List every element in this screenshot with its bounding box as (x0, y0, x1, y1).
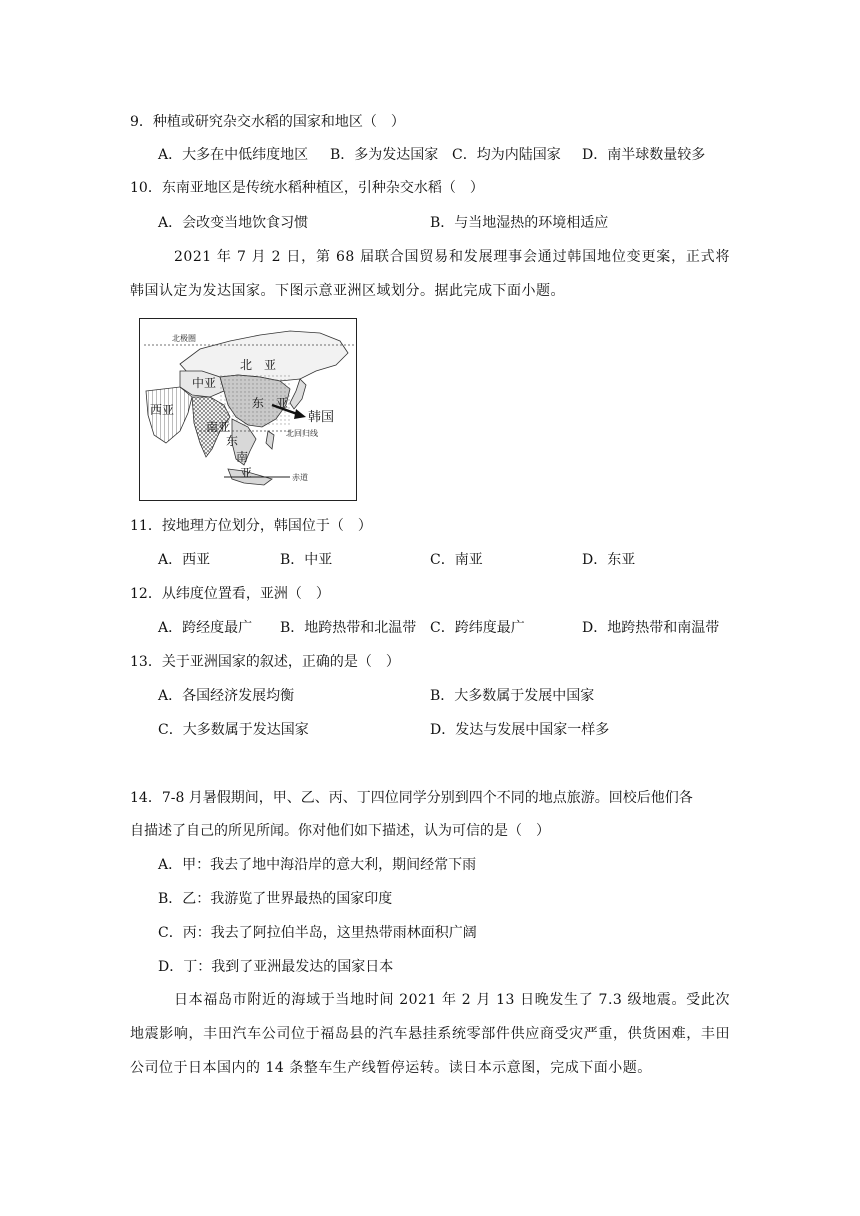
japan-island (290, 379, 306, 409)
label-central-asia: 中亚 (192, 376, 217, 390)
question-13-stem: 13．关于亚洲国家的叙述，正确的是（ ） (130, 654, 400, 670)
question-10-option-a: A．会改变当地饮食习惯 (158, 215, 309, 231)
question-14-option-c: C．丙：我去了阿拉伯半岛，这里热带雨林面积广阔 (158, 925, 477, 941)
label-southeast-asia-1: 东 (226, 434, 239, 448)
question-12-option-b: B．地跨热带和北温带 (280, 620, 417, 636)
passage-korea: 2021 年 7 月 2 日，第 68 届联合国贸易和发展理事会通过韩国地位变更案，正式将韩国认定为发达国家。下图示意亚洲区域划分。据此完成下面小题。 (130, 249, 730, 299)
question-9-option-c: C．均为内陆国家 (452, 147, 561, 163)
question-11-option-b: B．中亚 (280, 552, 333, 568)
korea-arrow-head (294, 409, 306, 419)
question-14-option-d: D．丁：我到了亚洲最发达的国家日本 (158, 959, 394, 975)
label-tropic-of-cancer: 北回归线 (286, 429, 318, 438)
question-9-option-d: D．南半球数量较多 (582, 147, 706, 163)
label-west-asia: 西亚 (150, 403, 175, 417)
label-equator: 赤道 (292, 473, 308, 482)
philippines-islands (266, 431, 274, 449)
question-12-stem: 12．从纬度位置看，亚洲（ ） (130, 586, 330, 602)
question-11-option-a: A．西亚 (158, 552, 211, 568)
question-10-option-b: B．与当地湿热的环境相适应 (430, 215, 609, 231)
label-north-asia: 北 亚 (240, 358, 277, 372)
question-14-option-b: B．乙：我游览了世界最热的国家印度 (158, 891, 393, 907)
question-13-option-b: B．大多数属于发展中国家 (430, 688, 595, 704)
question-12-option-d: D．地跨热带和南温带 (582, 620, 720, 636)
question-11-stem: 11．按地理方位划分，韩国位于（ ） (130, 518, 372, 534)
label-southeast-asia-3: 亚 (240, 466, 253, 480)
passage-japan-earthquake: 日本福岛市附近的海域于当地时间 2021 年 2 月 13 日晚发生了 7.3 级地震。受此次地震影响，丰田汽车公司位于福岛县的汽车悬挂系统零部件供应商受灾严重，供货困难，丰田公司位于日本国内的 14 条整车生产线暂停运转。读日本示意图，完成下面小题。 (130, 992, 730, 1076)
label-east-asia: 东 亚 (252, 396, 289, 410)
question-9-option-a: A．大多在中低纬度地区 (158, 147, 309, 163)
label-arctic-circle: 北极圈 (172, 334, 196, 343)
label-south-asia: 南亚 (206, 420, 231, 434)
question-14-stem-line-2: 自描述了自己的所见所闻。你对他们如下描述，认为可信的是（ ） (130, 823, 550, 839)
question-9-stem: 9．种植或研究杂交水稻的国家和地区（ ） (130, 114, 405, 130)
question-14-option-a: A．甲：我去了地中海沿岸的意大利，期间经常下雨 (158, 857, 477, 873)
question-10-stem: 10．东南亚地区是传统水稻种植区，引种杂交水稻（ ） (130, 180, 484, 196)
label-southeast-asia-2: 南 (236, 450, 249, 464)
question-9-option-b: B．多为发达国家 (330, 147, 439, 163)
question-13-option-d: D．发达与发展中国家一样多 (430, 722, 610, 738)
question-11-option-c: C．南亚 (430, 552, 483, 568)
question-14-stem-line-1: 14．7-8 月暑假期间，甲、乙、丙、丁四位同学分别到四个不同的地点旅游。回校后他们各 (130, 790, 693, 806)
label-korea: 韩国 (308, 410, 335, 425)
question-13-option-c: C．大多数属于发达国家 (158, 722, 309, 738)
asia-map-figure (140, 319, 356, 500)
question-11-option-d: D．东亚 (582, 552, 636, 568)
question-12-option-a: A．跨经度最广 (158, 620, 253, 636)
asia-regions-map (139, 318, 357, 501)
question-12-option-c: C．跨纬度最广 (430, 620, 525, 636)
question-13-option-a: A．各国经济发展均衡 (158, 688, 295, 704)
